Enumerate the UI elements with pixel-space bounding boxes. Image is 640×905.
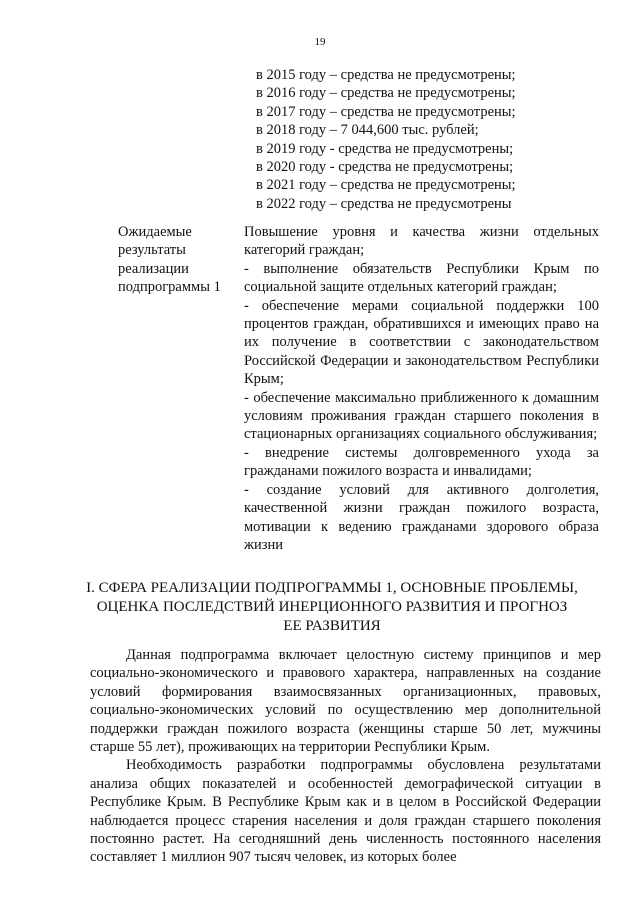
label-line: реализации [118, 260, 189, 277]
heading-line: ОЦЕНКА ПОСЛЕДСТВИЙ ИНЕРЦИОННОГО РАЗВИТИЯ И ПРОГНОЗ [96, 599, 568, 615]
result-item: - внедрение системы долговременного ухода за гражданами пожилого возраста и инвалидами; [244, 444, 599, 480]
funding-line: в 2017 году – средства не предусмотрены; [256, 103, 516, 120]
result-item: - создание условий для активного долголетия, качественной жизни граждан пожилого возраста, мотивации к ведению гражданами здорового образа жизни [244, 481, 599, 553]
label-line: подпрограммы 1 [118, 279, 221, 296]
section-body [90, 646, 601, 867]
result-item: Повышение уровня и качества жизни отдельных категорий граждан; [244, 224, 599, 259]
funding-line: в 2019 году - средства не предусмотрены; [256, 140, 514, 157]
section-heading [68, 579, 596, 636]
funding-line: в 2016 году – средства не предусмотрены; [256, 85, 516, 102]
funding-by-year-list [256, 66, 576, 213]
funding-line: в 2021 году – средства не предусмотрены; [256, 177, 516, 194]
expected-results-text [244, 223, 599, 554]
page-number: 19 [314, 36, 326, 48]
label-line: результаты [118, 242, 186, 259]
funding-line: в 2020 году - средства не предусмотрены; [256, 159, 514, 176]
paragraph: Необходимость разработки подпрограммы обусловлена результатами анализа общих показателей и особенностей демографической ситуации в Республике Крым. В Республике Крым как и в целом в Российской Федерации наблюдается процесс старения населения и доля граждан старшего поколения постоянно растет. На сегодняшний день численность постоянного населения составляет 1 миллион 907 тысяч человек, из которых более [90, 757, 601, 866]
result-item: - выполнение обязательств Республики Крым по социальной защите отдельных категорий граждан; [244, 260, 599, 296]
funding-line: в 2022 году – средства не предусмотрены [256, 195, 512, 212]
heading-line: I. СФЕРА РЕАЛИЗАЦИИ ПОДПРОГРАММЫ 1, ОСНОВНЫЕ ПРОБЛЕМЫ, [86, 580, 578, 596]
funding-line: в 2018 году – 7 044,600 тыс. рублей; [256, 122, 479, 139]
funding-line: в 2015 году – средства не предусмотрены; [256, 67, 516, 83]
label-line: Ожидаемые [118, 224, 192, 240]
paragraph: Данная подпрограмма включает целостную систему принципов и мер социально-экономического и правового характера, направленных на создание условий формирования взаимосвязанных организационных, правовых, социально-экономических условий по осуществлению мер дополнительной поддержки граждан пожилого возраста (женщины старше 50 лет, мужчины старше 55 лет), проживающих на территории Республики Крым. [90, 647, 601, 756]
result-item: - обеспечение мерами социальной поддержки 100 процентов граждан, обратившихся и имеющих право на их получение в соответствии с законодательством Российской Федерации и законодательством Республики Крым; [244, 297, 599, 388]
expected-results-label [118, 223, 238, 297]
heading-line: ЕЕ РАЗВИТИЯ [283, 618, 381, 634]
result-item: - обеспечение максимально приближенного к домашним условиям проживания граждан старшего поколения в стационарных организациях социального обслуживания; [244, 389, 599, 443]
